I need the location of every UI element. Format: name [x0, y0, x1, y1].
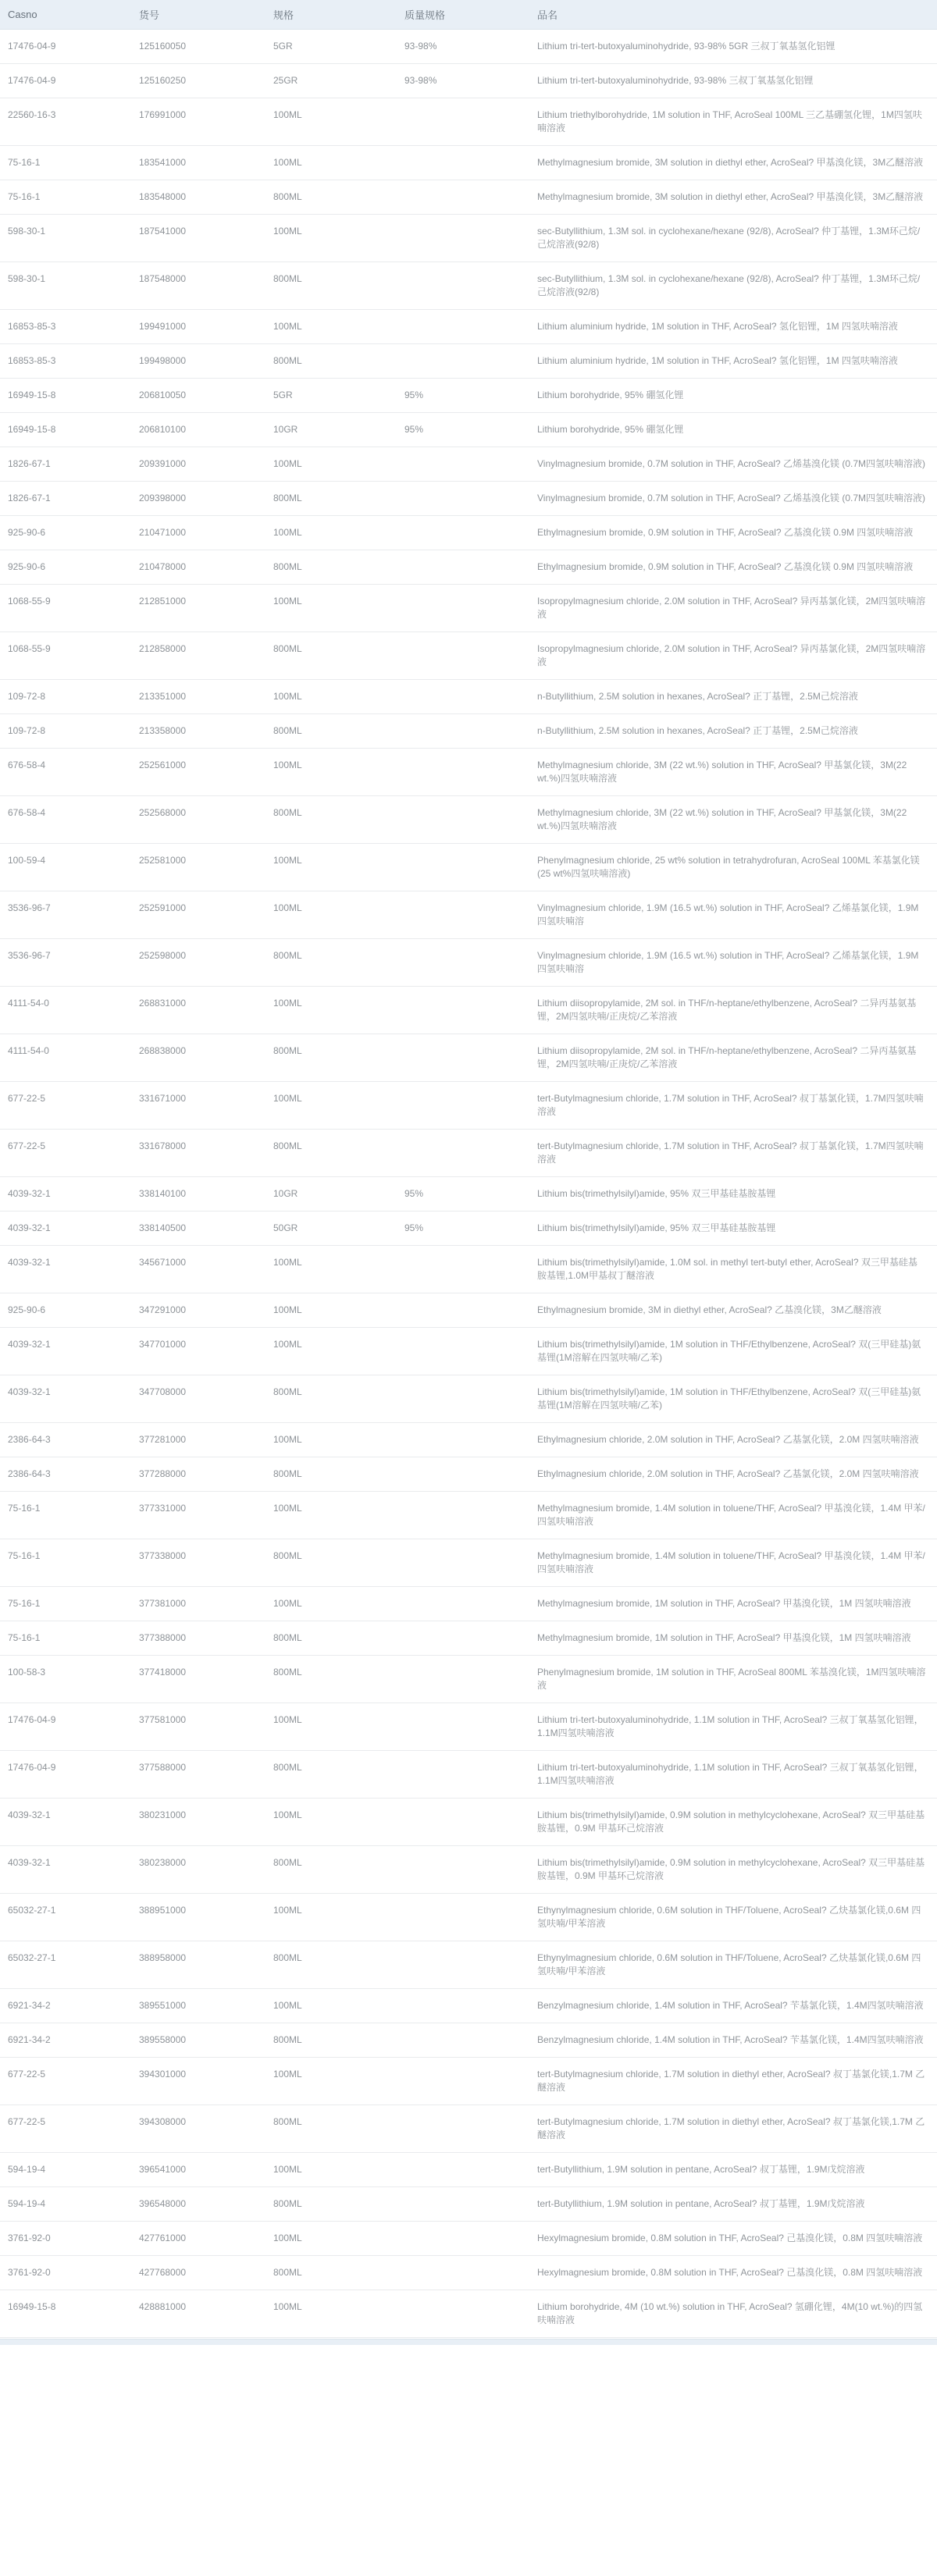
cell-product-name: Methylmagnesium bromide, 1.4M solution in toluene/THF, AcroSeal? 甲基溴化镁，1.4M 甲苯/四氢呋喃溶液: [537, 1503, 925, 1527]
cell-sku: 345671000: [139, 1257, 187, 1268]
cell-casno: 75-16-1: [8, 157, 41, 168]
cell-casno: 925-90-6: [8, 1304, 46, 1315]
table-row[interactable]: [0, 749, 937, 796]
cell-product-name: Methylmagnesium bromide, 3M solution in diethyl ether, AcroSeal? 甲基溴化镁，3M乙醚溶液: [537, 191, 924, 202]
cell-product-name: n-Butyllithium, 2.5M solution in hexanes, AcroSeal? 正丁基锂，2.5M己烷溶液: [537, 725, 858, 736]
cell-spec: 800ML: [273, 950, 302, 961]
cell-spec: 800ML: [273, 1550, 302, 1561]
cell-spec: 100ML: [273, 2069, 302, 2080]
cell-spec: 10GR: [273, 1188, 298, 1199]
cell-product-name: tert-Butyllithium, 1.9M solution in pentane, AcroSeal? 叔丁基锂，1.9M戊烷溶液: [537, 2164, 865, 2175]
cell-spec: 100ML: [273, 1434, 302, 1445]
cell-sku: 268838000: [139, 1045, 187, 1056]
table-row[interactable]: [0, 1846, 937, 1894]
table-row[interactable]: [0, 1703, 937, 1751]
cell-sku: 347701000: [139, 1339, 187, 1350]
table-row[interactable]: [0, 585, 937, 632]
cell-spec: 100ML: [273, 226, 302, 237]
table-row[interactable]: [0, 1130, 937, 1177]
cell-product-name: Ethylmagnesium bromide, 0.9M solution in THF, AcroSeal? 乙基溴化镁 0.9M 四氢呋喃溶液: [537, 561, 914, 572]
table-row[interactable]: [0, 1621, 937, 1656]
cell-product-name: Lithium bis(trimethylsilyl)amide, 95% 双三甲基硅基胺基锂: [537, 1188, 776, 1199]
cell-product-name: Vinylmagnesium bromide, 0.7M solution in THF, AcroSeal? 乙烯基溴化镁 (0.7M四氢呋喃溶液): [537, 458, 926, 469]
cell-spec: 800ML: [273, 725, 302, 736]
cell-spec: 800ML: [273, 2267, 302, 2278]
cell-spec: 100ML: [273, 760, 302, 770]
cell-casno: 677-22-5: [8, 1093, 46, 1104]
table-row[interactable]: [0, 1177, 937, 1212]
cell-product-name: Lithium diisopropylamide, 2M sol. in THF/n-heptane/ethylbenzene, AcroSeal? 二异丙基氨基锂，2M四氢呋喃/正庚烷/乙苯溶液: [537, 1045, 917, 1069]
table-row[interactable]: [0, 2222, 937, 2256]
cell-spec: 100ML: [273, 1809, 302, 1820]
cell-casno: 4039-32-1: [8, 1222, 51, 1233]
cell-sku: 199491000: [139, 321, 187, 332]
cell-spec: 100ML: [273, 527, 302, 538]
cell-spec: 800ML: [273, 1667, 302, 1678]
cell-casno: 17476-04-9: [8, 41, 56, 52]
cell-spec: 100ML: [273, 1257, 302, 1268]
table-row[interactable]: [0, 1989, 937, 2023]
table-row[interactable]: [0, 844, 937, 891]
cell-spec: 5GR: [273, 41, 293, 52]
cell-product-name: Lithium diisopropylamide, 2M sol. in THF/n-heptane/ethylbenzene, AcroSeal? 二异丙基氨基锂，2M四氢呋喃/正庚烷/乙苯溶液: [537, 998, 917, 1022]
cell-sku: 377281000: [139, 1434, 187, 1445]
cell-spec: 100ML: [273, 1339, 302, 1350]
table-row[interactable]: [0, 262, 937, 310]
cell-product-name: Methylmagnesium bromide, 1M solution in THF, AcroSeal? 甲基溴化镁，1M 四氢呋喃溶液: [537, 1598, 911, 1609]
cell-spec: 100ML: [273, 1905, 302, 1916]
cell-product-name: Lithium bis(trimethylsilyl)amide, 1M solution in THF/Ethylbenzene, AcroSeal? 双(三甲硅基)氨基锂(1M溶解在四氢呋喃/乙苯): [537, 1386, 921, 1411]
cell-sku: 252568000: [139, 807, 187, 818]
cell-casno: 2386-64-3: [8, 1468, 51, 1479]
cell-sku: 389558000: [139, 2034, 187, 2045]
cell-product-name: n-Butyllithium, 2.5M solution in hexanes, AcroSeal? 正丁基锂，2.5M己烷溶液: [537, 691, 858, 702]
cell-product-name: Methylmagnesium bromide, 3M solution in diethyl ether, AcroSeal? 甲基溴化镁，3M乙醚溶液: [537, 157, 924, 168]
cell-casno: 109-72-8: [8, 725, 46, 736]
cell-casno: 677-22-5: [8, 2116, 46, 2127]
cell-product-name: Lithium tri-tert-butoxyaluminohydride, 1.1M solution in THF, AcroSeal? 三叔丁氧基氢化铝锂，1.1M四氢呋喃溶液: [537, 1714, 924, 1738]
table-row[interactable]: [0, 482, 937, 516]
table-row[interactable]: [0, 30, 937, 64]
cell-sku: 209391000: [139, 458, 187, 469]
cell-sku: 187548000: [139, 273, 187, 284]
cell-quality: 95%: [404, 1188, 424, 1199]
cell-sku: 338140500: [139, 1222, 187, 1233]
cell-casno: 1826-67-1: [8, 493, 51, 503]
table-row[interactable]: [0, 1246, 937, 1293]
cell-sku: 212851000: [139, 596, 187, 607]
cell-casno: 16949-15-8: [8, 2301, 56, 2312]
cell-casno: 676-58-4: [8, 807, 46, 818]
cell-product-name: tert-Butylmagnesium chloride, 1.7M solution in THF, AcroSeal? 叔丁基氯化镁，1.7M四氢呋喃溶液: [537, 1140, 924, 1165]
cell-product-name: Isopropylmagnesium chloride, 2.0M solution in THF, AcroSeal? 异丙基氯化镁，2M四氢呋喃溶液: [537, 596, 926, 620]
header-cell-name: 品名: [537, 9, 558, 21]
cell-spec: 800ML: [273, 2198, 302, 2209]
cell-product-name: Lithium bis(trimethylsilyl)amide, 1M solution in THF/Ethylbenzene, AcroSeal? 双(三甲硅基)氨基锂(1M溶解在四氢呋喃/乙苯): [537, 1339, 921, 1363]
header-cell-quality: 质量规格: [404, 9, 446, 21]
cell-product-name: Lithium triethylborohydride, 1M solution in THF, AcroSeal 100ML 三乙基硼氢化锂，1M四氢呋喃溶液: [537, 109, 922, 133]
cell-casno: 677-22-5: [8, 1140, 46, 1151]
cell-sku: 347708000: [139, 1386, 187, 1397]
cell-casno: 100-59-4: [8, 855, 46, 866]
table-row[interactable]: [0, 2256, 937, 2290]
cell-product-name: Lithium bis(trimethylsilyl)amide, 95% 双三甲基硅基胺基锂: [537, 1222, 776, 1233]
cell-casno: 3761-92-0: [8, 2267, 51, 2278]
cell-spec: 100ML: [273, 1304, 302, 1315]
table-row[interactable]: [0, 516, 937, 550]
cell-casno: 4039-32-1: [8, 1809, 51, 1820]
cell-spec: 100ML: [273, 902, 302, 913]
cell-sku: 377388000: [139, 1632, 187, 1643]
cell-product-name: Vinylmagnesium bromide, 0.7M solution in THF, AcroSeal? 乙烯基溴化镁 (0.7M四氢呋喃溶液): [537, 493, 926, 503]
table-row[interactable]: [0, 1799, 937, 1846]
cell-sku: 388951000: [139, 1905, 187, 1916]
cell-casno: 75-16-1: [8, 1503, 41, 1514]
table-row[interactable]: [0, 796, 937, 844]
cell-casno: 3536-96-7: [8, 902, 51, 913]
cell-casno: 16853-85-3: [8, 321, 56, 332]
cell-product-name: Lithium tri-tert-butoxyaluminohydride, 93-98% 5GR 三叔丁氧基氢化铝锂: [537, 41, 835, 52]
cell-casno: 1068-55-9: [8, 643, 51, 654]
cell-sku: 268831000: [139, 998, 187, 1009]
cell-spec: 800ML: [273, 561, 302, 572]
cell-casno: 75-16-1: [8, 1598, 41, 1609]
cell-spec: 800ML: [273, 355, 302, 366]
cell-spec: 800ML: [273, 1468, 302, 1479]
cell-casno: 1068-55-9: [8, 596, 51, 607]
cell-casno: 16853-85-3: [8, 355, 56, 366]
cell-casno: 6921-34-2: [8, 2034, 51, 2045]
cell-sku: 125160050: [139, 41, 187, 52]
cell-spec: 800ML: [273, 1952, 302, 1963]
cell-sku: 377288000: [139, 1468, 187, 1479]
table-row[interactable]: [0, 2105, 937, 2153]
header-cell-sku: 货号: [139, 9, 160, 21]
cell-sku: 377381000: [139, 1598, 187, 1609]
cell-spec: 100ML: [273, 458, 302, 469]
table-header: [0, 0, 937, 30]
cell-sku: 125160250: [139, 75, 187, 86]
table-row[interactable]: [0, 1375, 937, 1423]
cell-product-name: Benzylmagnesium chloride, 1.4M solution in THF, AcroSeal? 苄基氯化镁，1.4M四氢呋喃溶液: [537, 2034, 924, 2045]
cell-sku: 210478000: [139, 561, 187, 572]
cell-product-name: tert-Butylmagnesium chloride, 1.7M solution in diethyl ether, AcroSeal? 叔丁基氯化镁,1.7M 乙醚溶液: [537, 2116, 925, 2140]
cell-product-name: Methylmagnesium bromide, 1.4M solution in toluene/THF, AcroSeal? 甲基溴化镁，1.4M 甲苯/四氢呋喃溶液: [537, 1550, 925, 1574]
header-cell-casno: Casno: [8, 9, 37, 20]
cell-spec: 800ML: [273, 1762, 302, 1773]
cell-casno: 677-22-5: [8, 2069, 46, 2080]
bottom-band: [0, 2339, 937, 2345]
cell-spec: 800ML: [273, 1045, 302, 1056]
cell-product-name: Lithium borohydride, 95% 硼氢化锂: [537, 424, 684, 435]
cell-casno: 6921-34-2: [8, 2000, 51, 2011]
cell-product-name: Vinylmagnesium chloride, 1.9M (16.5 wt.%) solution in THF, AcroSeal? 乙烯基氯化镁，1.9M 四氢呋喃溶: [537, 902, 919, 927]
cell-spec: 100ML: [273, 2233, 302, 2243]
cell-casno: 3536-96-7: [8, 950, 51, 961]
cell-product-name: Lithium aluminium hydride, 1M solution in THF, AcroSeal? 氢化铝锂，1M 四氢呋喃溶液: [537, 321, 898, 332]
cell-casno: 22560-16-3: [8, 109, 56, 120]
cell-sku: 427761000: [139, 2233, 187, 2243]
cell-product-name: Ethylmagnesium chloride, 2.0M solution in THF, AcroSeal? 乙基氯化镁，2.0M 四氢呋喃溶液: [537, 1434, 919, 1445]
cell-spec: 100ML: [273, 1093, 302, 1104]
cell-spec: 100ML: [273, 321, 302, 332]
cell-product-name: Lithium aluminium hydride, 1M solution in THF, AcroSeal? 氢化铝锂，1M 四氢呋喃溶液: [537, 355, 898, 366]
table-row[interactable]: [0, 1423, 937, 1457]
cell-casno: 4039-32-1: [8, 1339, 51, 1350]
header-cell-spec: 规格: [273, 9, 294, 21]
cell-sku: 176991000: [139, 109, 187, 120]
table-row[interactable]: [0, 146, 937, 180]
cell-casno: 3761-92-0: [8, 2233, 51, 2243]
cell-sku: 377581000: [139, 1714, 187, 1725]
table-row[interactable]: [0, 680, 937, 714]
table-row[interactable]: [0, 64, 937, 98]
cell-casno: 17476-04-9: [8, 1714, 56, 1725]
cell-product-name: Methylmagnesium chloride, 3M (22 wt.%) solution in THF, AcroSeal? 甲基氯化镁，3M(22 wt.%)四氢呋喃溶液: [537, 807, 907, 831]
cell-sku: 187541000: [139, 226, 187, 237]
cell-product-name: Phenylmagnesium bromide, 1M solution in THF, AcroSeal 800ML 苯基溴化镁，1M四氢呋喃溶液: [537, 1667, 926, 1691]
table-row[interactable]: [0, 413, 937, 447]
table-row[interactable]: [0, 891, 937, 939]
cell-casno: 109-72-8: [8, 691, 46, 702]
table-row[interactable]: [0, 939, 937, 987]
table-row[interactable]: [0, 2187, 937, 2222]
cell-quality: 95%: [404, 424, 424, 435]
cell-product-name: Vinylmagnesium chloride, 1.9M (16.5 wt.%) solution in THF, AcroSeal? 乙烯基氯化镁，1.9M 四氢呋喃溶: [537, 950, 919, 974]
cell-casno: 4039-32-1: [8, 1386, 51, 1397]
cell-product-name: Ethylmagnesium bromide, 3M in diethyl ether, AcroSeal? 乙基溴化镁，3M乙醚溶液: [537, 1304, 882, 1315]
cell-sku: 206810050: [139, 390, 187, 400]
cell-spec: 100ML: [273, 2301, 302, 2312]
cell-sku: 213351000: [139, 691, 187, 702]
cell-casno: 598-30-1: [8, 226, 46, 237]
cell-sku: 428881000: [139, 2301, 187, 2312]
cell-spec: 800ML: [273, 1386, 302, 1397]
cell-casno: 75-16-1: [8, 1632, 41, 1643]
cell-sku: 252598000: [139, 950, 187, 961]
cell-quality: 93-98%: [404, 75, 437, 86]
table-row[interactable]: [0, 1293, 937, 1328]
cell-product-name: tert-Butylmagnesium chloride, 1.7M solution in THF, AcroSeal? 叔丁基氯化镁，1.7M四氢呋喃溶液: [537, 1093, 924, 1117]
cell-casno: 594-19-4: [8, 2198, 46, 2209]
cell-sku: 206810100: [139, 424, 187, 435]
cell-product-name: sec-Butyllithium, 1.3M sol. in cyclohexane/hexane (92/8), AcroSeal? 仲丁基锂，1.3M环己烷/己烷溶液(92/8): [537, 273, 921, 297]
cell-sku: 347291000: [139, 1304, 187, 1315]
cell-casno: 4039-32-1: [8, 1257, 51, 1268]
cell-sku: 331678000: [139, 1140, 187, 1151]
cell-spec: 10GR: [273, 424, 298, 435]
cell-spec: 100ML: [273, 998, 302, 1009]
cell-casno: 16949-15-8: [8, 424, 56, 435]
cell-casno: 65032-27-1: [8, 1952, 56, 1963]
table-row[interactable]: [0, 180, 937, 215]
cell-sku: 394308000: [139, 2116, 187, 2127]
cell-sku: 377418000: [139, 1667, 187, 1678]
table-row[interactable]: [0, 1212, 937, 1246]
cell-product-name: tert-Butylmagnesium chloride, 1.7M solution in diethyl ether, AcroSeal? 叔丁基氯化镁,1.7M 乙醚溶液: [537, 2069, 925, 2093]
cell-casno: 4039-32-1: [8, 1188, 51, 1199]
cell-sku: 380238000: [139, 1857, 187, 1868]
cell-product-name: sec-Butyllithium, 1.3M sol. in cyclohexane/hexane (92/8), AcroSeal? 仲丁基锂，1.3M环己烷/己烷溶液(92/8): [537, 226, 921, 250]
cell-spec: 5GR: [273, 390, 293, 400]
table-row[interactable]: [0, 447, 937, 482]
cell-sku: 377588000: [139, 1762, 187, 1773]
table-row[interactable]: [0, 215, 937, 262]
cell-product-name: Methylmagnesium bromide, 1M solution in THF, AcroSeal? 甲基溴化镁，1M 四氢呋喃溶液: [537, 1632, 911, 1643]
cell-product-name: Hexylmagnesium bromide, 0.8M solution in THF, AcroSeal? 己基溴化镁，0.8M 四氢呋喃溶液: [537, 2267, 923, 2278]
cell-casno: 594-19-4: [8, 2164, 46, 2175]
cell-product-name: Benzylmagnesium chloride, 1.4M solution in THF, AcroSeal? 苄基氯化镁，1.4M四氢呋喃溶液: [537, 2000, 924, 2011]
cell-spec: 800ML: [273, 191, 302, 202]
cell-casno: 2386-64-3: [8, 1434, 51, 1445]
cell-spec: 800ML: [273, 493, 302, 503]
cell-spec: 800ML: [273, 2034, 302, 2045]
cell-sku: 183548000: [139, 191, 187, 202]
cell-spec: 800ML: [273, 807, 302, 818]
table-row[interactable]: [0, 632, 937, 680]
cell-quality: 93-98%: [404, 41, 437, 52]
cell-spec: 800ML: [273, 1857, 302, 1868]
cell-product-name: Phenylmagnesium chloride, 25 wt% solution in tetrahydrofuran, AcroSeal 100ML 苯基氯化镁(25 wt%四氢呋喃溶液): [537, 855, 920, 879]
cell-sku: 209398000: [139, 493, 187, 503]
cell-spec: 50GR: [273, 1222, 298, 1233]
table-row[interactable]: [0, 310, 937, 344]
cell-sku: 213358000: [139, 725, 187, 736]
table-row[interactable]: [0, 550, 937, 585]
cell-sku: 331671000: [139, 1093, 187, 1104]
table-row[interactable]: [0, 1082, 937, 1130]
cell-casno: 75-16-1: [8, 191, 41, 202]
cell-sku: 396548000: [139, 2198, 187, 2209]
cell-quality: 95%: [404, 1222, 424, 1233]
cell-product-name: Ethynylmagnesium chloride, 0.6M solution in THF/Toluene, AcroSeal? 乙炔基氯化镁,0.6M 四氢呋喃/甲苯溶液: [537, 1952, 921, 1976]
cell-casno: 65032-27-1: [8, 1905, 56, 1916]
cell-product-name: Ethylmagnesium bromide, 0.9M solution in THF, AcroSeal? 乙基溴化镁 0.9M 四氢呋喃溶液: [537, 527, 914, 538]
cell-sku: 427768000: [139, 2267, 187, 2278]
cell-spec: 25GR: [273, 75, 298, 86]
cell-spec: 100ML: [273, 596, 302, 607]
cell-casno: 925-90-6: [8, 527, 46, 538]
cell-spec: 100ML: [273, 157, 302, 168]
cell-product-name: Lithium borohydride, 4M (10 wt.%) solution in THF, AcroSeal? 氢硼化锂，4M(10 wt.%)的四氢呋喃溶液: [537, 2301, 923, 2325]
cell-product-name: Methylmagnesium chloride, 3M (22 wt.%) solution in THF, AcroSeal? 甲基氯化镁，3M(22 wt.%)四氢呋喃溶液: [537, 760, 907, 784]
table-row[interactable]: [0, 987, 937, 1034]
cell-product-name: Ethynylmagnesium chloride, 0.6M solution in THF/Toluene, AcroSeal? 乙炔基氯化镁,0.6M 四氢呋喃/甲苯溶液: [537, 1905, 921, 1929]
cell-product-name: Lithium bis(trimethylsilyl)amide, 1.0M sol. in methyl tert-butyl ether, AcroSeal? 双三甲基硅基胺基锂,1.0M甲基叔丁醚溶液: [537, 1257, 917, 1281]
cell-sku: 199498000: [139, 355, 187, 366]
cell-casno: 17476-04-9: [8, 1762, 56, 1773]
table-row[interactable]: [0, 2058, 937, 2105]
cell-sku: 388958000: [139, 1952, 187, 1963]
cell-spec: 100ML: [273, 2000, 302, 2011]
cell-sku: 212858000: [139, 643, 187, 654]
cell-spec: 100ML: [273, 691, 302, 702]
cell-casno: 1826-67-1: [8, 458, 51, 469]
cell-casno: 17476-04-9: [8, 75, 56, 86]
cell-quality: 95%: [404, 390, 424, 400]
cell-product-name: Ethylmagnesium chloride, 2.0M solution in THF, AcroSeal? 乙基氯化镁，2.0M 四氢呋喃溶液: [537, 1468, 919, 1479]
cell-casno: 4111-54-0: [8, 998, 49, 1009]
cell-sku: 389551000: [139, 2000, 187, 2011]
table-row[interactable]: [0, 98, 937, 146]
table-row[interactable]: [0, 2023, 937, 2058]
table-row[interactable]: [0, 379, 937, 413]
cell-product-name: Lithium bis(trimethylsilyl)amide, 0.9M solution in methylcyclohexane, AcroSeal? 双三甲基硅基胺基锂，0.9M 甲基环己烷溶液: [537, 1809, 925, 1834]
table-row[interactable]: [0, 1328, 937, 1375]
cell-sku: 394301000: [139, 2069, 187, 2080]
cell-product-name: Lithium tri-tert-butoxyaluminohydride, 1.1M solution in THF, AcroSeal? 三叔丁氧基氢化铝锂，1.1M四氢呋喃溶液: [537, 1762, 924, 1786]
cell-sku: 252591000: [139, 902, 187, 913]
table-row[interactable]: [0, 1656, 937, 1703]
cell-spec: 800ML: [273, 1632, 302, 1643]
table-row[interactable]: [0, 1751, 937, 1799]
cell-product-name: tert-Butyllithium, 1.9M solution in pentane, AcroSeal? 叔丁基锂，1.9M戊烷溶液: [537, 2198, 865, 2209]
cell-product-name: Hexylmagnesium bromide, 0.8M solution in THF, AcroSeal? 己基溴化镁，0.8M 四氢呋喃溶液: [537, 2233, 923, 2243]
table-row[interactable]: [0, 2153, 937, 2187]
cell-spec: 100ML: [273, 1598, 302, 1609]
cell-spec: 100ML: [273, 1503, 302, 1514]
cell-casno: 4111-54-0: [8, 1045, 49, 1056]
cell-casno: 100-58-3: [8, 1667, 46, 1678]
cell-spec: 100ML: [273, 109, 302, 120]
cell-sku: 380231000: [139, 1809, 187, 1820]
cell-sku: 252581000: [139, 855, 187, 866]
cell-casno: 925-90-6: [8, 561, 46, 572]
cell-sku: 377331000: [139, 1503, 187, 1514]
table-row[interactable]: [0, 1492, 937, 1539]
cell-spec: 100ML: [273, 1714, 302, 1725]
cell-sku: 210471000: [139, 527, 187, 538]
cell-casno: 4039-32-1: [8, 1857, 51, 1868]
cell-product-name: Isopropylmagnesium chloride, 2.0M solution in THF, AcroSeal? 异丙基氯化镁，2M四氢呋喃溶液: [537, 643, 926, 667]
table-row[interactable]: [0, 1587, 937, 1621]
table-body: [0, 30, 937, 2338]
table-row[interactable]: [0, 1941, 937, 1989]
table-row[interactable]: [0, 1457, 937, 1492]
cell-sku: 183541000: [139, 157, 187, 168]
cell-product-name: Lithium tri-tert-butoxyaluminohydride, 93-98% 三叔丁氧基氢化铝锂: [537, 75, 814, 86]
cell-casno: 598-30-1: [8, 273, 46, 284]
cell-casno: 16949-15-8: [8, 390, 56, 400]
table-row[interactable]: [0, 1034, 937, 1082]
cell-sku: 338140100: [139, 1188, 187, 1199]
cell-sku: 252561000: [139, 760, 187, 770]
cell-spec: 800ML: [273, 643, 302, 654]
cell-spec: 800ML: [273, 1140, 302, 1151]
cell-product-name: Lithium bis(trimethylsilyl)amide, 0.9M solution in methylcyclohexane, AcroSeal? 双三甲基硅基胺基锂，0.9M 甲基环己烷溶液: [537, 1857, 925, 1881]
cell-sku: 377338000: [139, 1550, 187, 1561]
table-row[interactable]: [0, 714, 937, 749]
cell-casno: 676-58-4: [8, 760, 46, 770]
cell-spec: 800ML: [273, 2116, 302, 2127]
table-row[interactable]: [0, 1539, 937, 1587]
table-row[interactable]: [0, 344, 937, 379]
table-row[interactable]: [0, 2290, 937, 2338]
table-row[interactable]: [0, 1894, 937, 1941]
cell-spec: 100ML: [273, 855, 302, 866]
cell-casno: 75-16-1: [8, 1550, 41, 1561]
cell-product-name: Lithium borohydride, 95% 硼氢化锂: [537, 390, 684, 400]
cell-sku: 396541000: [139, 2164, 187, 2175]
cell-spec: 800ML: [273, 273, 302, 284]
cell-spec: 100ML: [273, 2164, 302, 2175]
